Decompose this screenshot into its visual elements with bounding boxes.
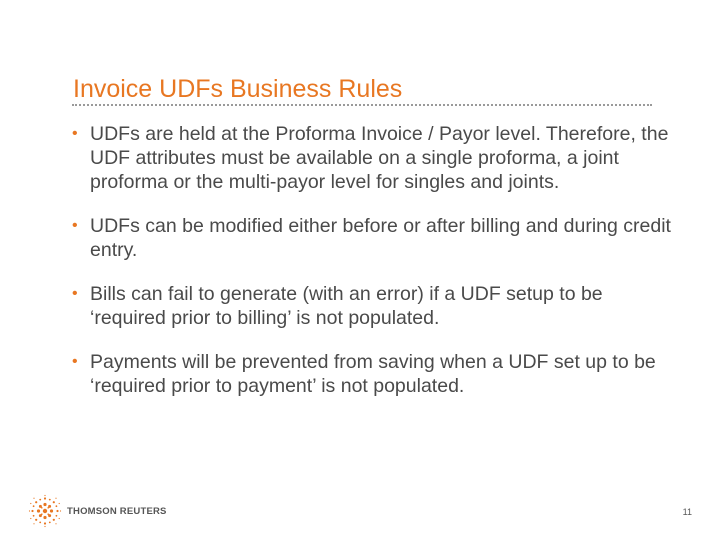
bullet-marker: • <box>72 217 78 234</box>
title-divider <box>72 104 652 106</box>
page-number: 11 <box>682 507 692 517</box>
bullet-item <box>72 282 672 330</box>
bullet-text: UDFs can be modified either before or after billing and during credit entry. <box>90 215 671 261</box>
bullet-text: Payments will be prevented from saving when a UDF set up to be ‘required prior to payment’ is not populated. <box>90 351 656 397</box>
bullet-text: Bills can fail to generate (with an error) if a UDF setup to be ‘required prior to billing’ is not populated. <box>90 283 603 329</box>
bullet-marker: • <box>72 285 78 302</box>
bullet-item <box>72 214 672 262</box>
slide-title: Invoice UDFs Business Rules <box>73 75 403 103</box>
logo-wordmark: THOMSON REUTERS <box>67 505 167 517</box>
bullet-marker: • <box>72 353 78 370</box>
thomson-reuters-dot-sphere-icon <box>28 494 62 528</box>
bullet-marker: • <box>72 125 78 142</box>
bullet-text: UDFs are held at the Proforma Invoice / Payor level. Therefore, the UDF attributes must be available on a single proforma, a joint proforma or the multi-payor level for singles and joints. <box>90 123 669 193</box>
thomson-reuters-logo <box>28 494 167 528</box>
bullet-item <box>72 122 672 194</box>
bullet-item <box>72 350 672 398</box>
bullet-list <box>72 122 672 418</box>
